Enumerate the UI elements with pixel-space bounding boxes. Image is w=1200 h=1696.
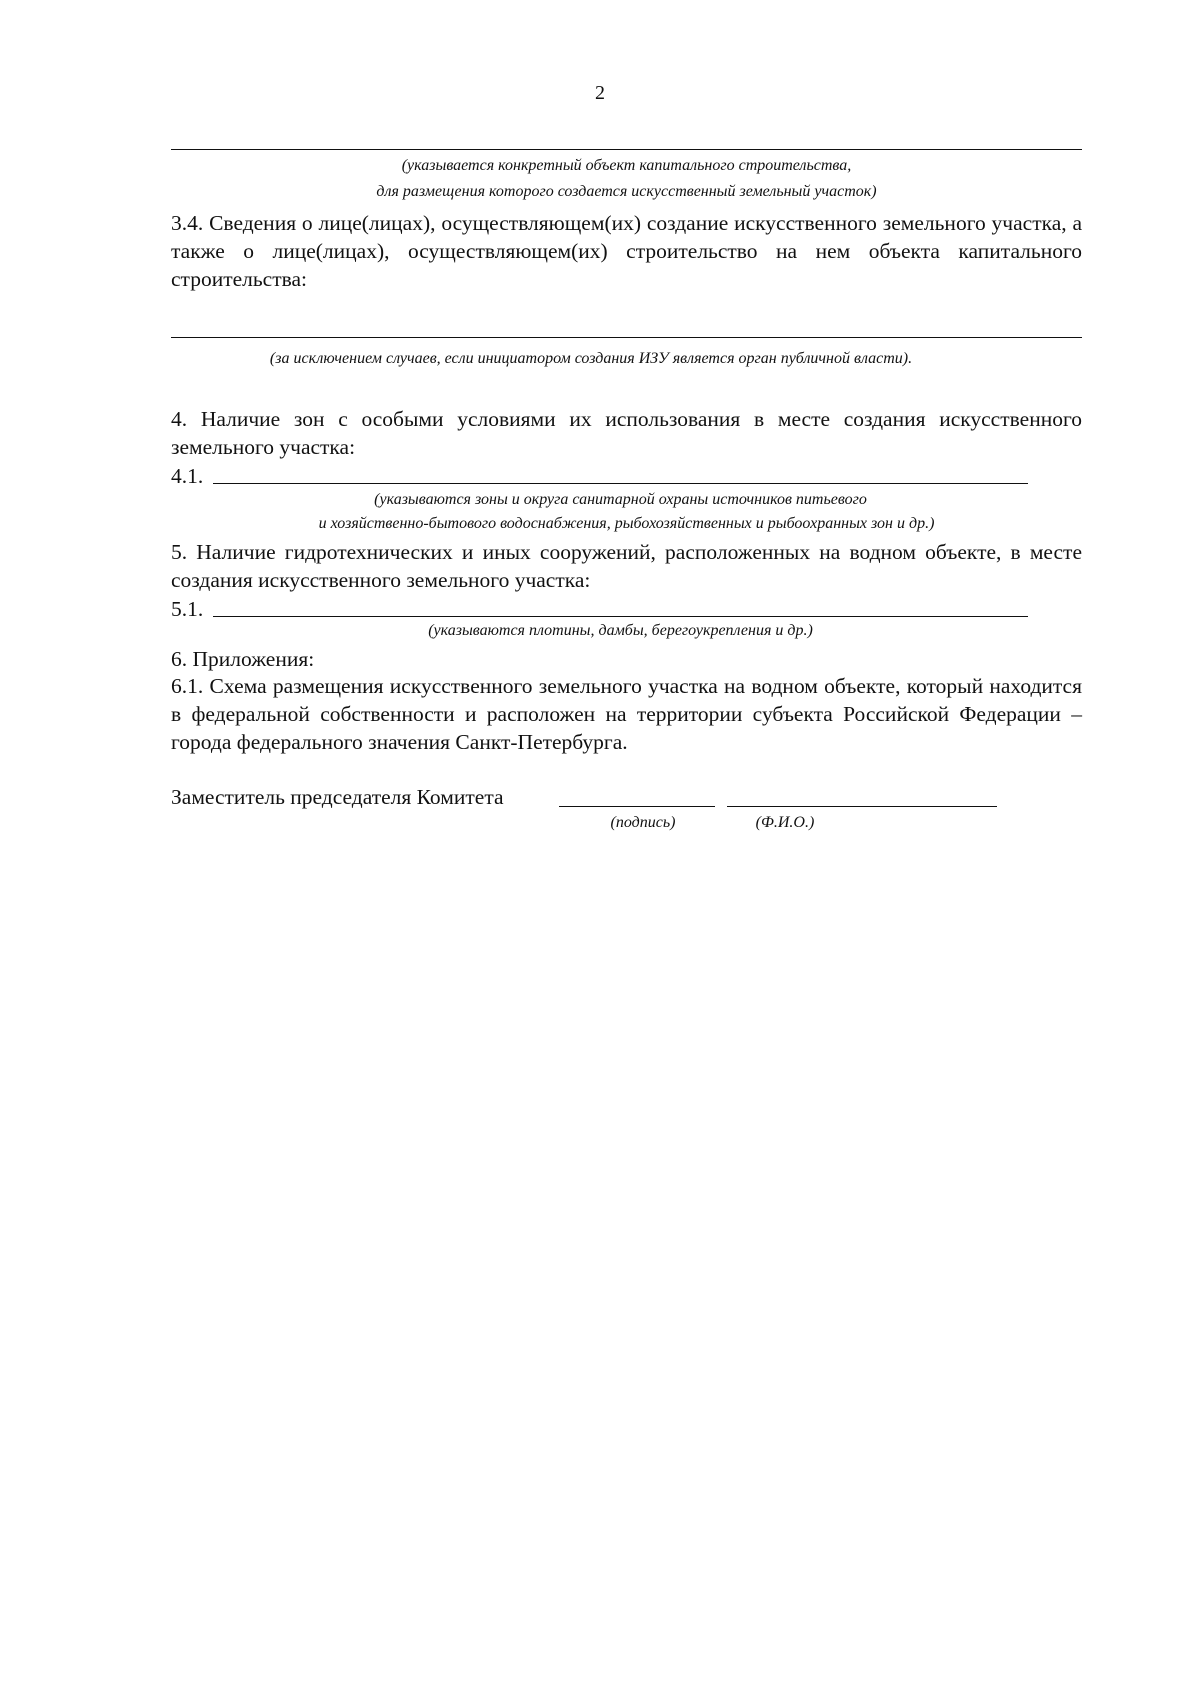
section-5-text: 5. Наличие гидротехнических и иных сооружений, расположенных на водном объекте, в месте создания искусственного земельного участка: bbox=[171, 540, 1082, 592]
item-5-1-fill-line bbox=[213, 616, 1028, 617]
signature-label: Заместитель председателя Комитета bbox=[171, 785, 504, 809]
object-fill-line bbox=[171, 149, 1082, 150]
signature-sign-caption: (подпись) bbox=[610, 814, 676, 831]
zones-caption-line2: и хозяйственно-бытового водоснабжения, рыбохозяйственных и рыбоохранных зон и др.) bbox=[318, 515, 935, 532]
section-4-text: 4. Наличие зон с особыми условиями их использования в месте создания искусственного земельного участка: bbox=[171, 407, 1082, 459]
structures-caption: (указываются плотины, дамбы, берегоукрепления и др.) bbox=[428, 622, 813, 639]
signature-sign-line bbox=[559, 806, 715, 807]
persons-fill-line bbox=[171, 337, 1082, 338]
section-6-1-text: 6.1. Схема размещения искусственного земельного участка на водном объекте, который находится в федеральной собственности и расположен на территории субъекта Российской Федерации – города федерального значения Санкт-Петербурга. bbox=[171, 674, 1082, 754]
section-3-4-text: 3.4. Сведения о лице(лицах), осуществляющем(их) создание искусственного земельного участка, а также о лице(лицах), осуществляющем(их) строительство на нем объекта капитального строительства: bbox=[171, 211, 1082, 291]
item-4-1-fill-line bbox=[213, 483, 1028, 484]
page-number: 2 bbox=[595, 82, 605, 104]
item-4-1-label: 4.1. bbox=[171, 464, 204, 488]
zones-caption-line1: (указываются зоны и округа санитарной охраны источников питьевого bbox=[374, 491, 867, 508]
item-5-1-label: 5.1. bbox=[171, 597, 204, 621]
signature-name-caption: (Ф.И.О.) bbox=[755, 814, 815, 831]
object-caption-line2: для размещения которого создается искусственный земельный участок) bbox=[376, 183, 877, 200]
signature-name-line bbox=[727, 806, 997, 807]
section-6-title: 6. Приложения: bbox=[171, 647, 315, 671]
object-caption-line1: (указывается конкретный объект капитального строительства, bbox=[401, 157, 852, 174]
persons-caption: (за исключением случаев, если инициатором создания ИЗУ является орган публичной власти). bbox=[269, 350, 913, 367]
